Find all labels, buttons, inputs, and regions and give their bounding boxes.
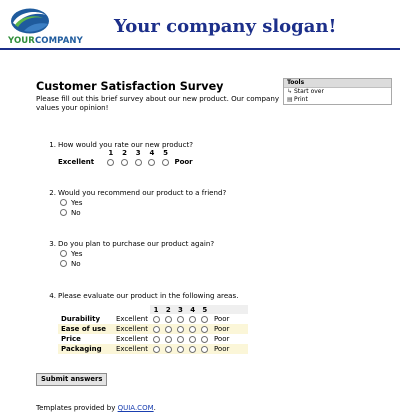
question-number: 1. xyxy=(49,140,56,149)
q4-rating-matrix xyxy=(58,305,248,354)
option-label: Yes xyxy=(71,248,83,258)
footer-prefix: Templates provided by xyxy=(36,404,118,412)
scale-low-label: Excellent xyxy=(116,335,148,343)
logo-text-company: COMPANY xyxy=(34,36,83,46)
question-2 xyxy=(46,188,226,197)
question-text: How would you rate our new product? xyxy=(58,140,194,149)
q1-radio-4[interactable] xyxy=(148,159,155,166)
q1-radio-1[interactable] xyxy=(107,159,114,166)
q1-radio-2[interactable] xyxy=(121,159,128,166)
q2-option-yes[interactable] xyxy=(60,197,82,207)
tools-panel xyxy=(283,78,392,105)
durability-radio-1[interactable] xyxy=(153,316,160,323)
question-number: 2. xyxy=(49,188,56,197)
q3-radio-no[interactable] xyxy=(60,260,67,267)
row-label: Packaging xyxy=(61,345,102,353)
q2-radio-no[interactable] xyxy=(60,209,67,216)
q2-radio-yes[interactable] xyxy=(60,199,67,206)
price-radio-3[interactable] xyxy=(177,336,184,343)
ease-radio-5[interactable] xyxy=(201,326,208,333)
ease-radio-4[interactable] xyxy=(189,326,196,333)
quia-link[interactable]: QUIA.COM xyxy=(117,404,154,412)
page-title: Customer Satisfaction Survey xyxy=(36,80,224,93)
q3-option-yes[interactable] xyxy=(60,248,82,258)
row-label: Durability xyxy=(61,315,101,323)
footer-credit xyxy=(36,404,156,412)
packaging-radio-4[interactable] xyxy=(189,346,196,353)
matrix-row-durability xyxy=(58,314,248,324)
matrix-header xyxy=(58,305,248,314)
scale-low-label: Excellent xyxy=(116,345,148,353)
q2-options xyxy=(60,197,82,217)
scale-number: 2 xyxy=(165,305,171,314)
restart-icon: ↳ xyxy=(287,88,293,95)
price-radio-4[interactable] xyxy=(189,336,196,343)
price-radio-1[interactable] xyxy=(153,336,160,343)
question-text: Do you plan to purchase our product again? xyxy=(58,239,215,248)
scale-number: 3 xyxy=(178,305,183,314)
company-slogan: Your company slogan! xyxy=(114,16,337,37)
price-radio-2[interactable] xyxy=(165,336,172,343)
scale-number: 1 xyxy=(153,305,159,314)
header-divider xyxy=(0,48,400,50)
packaging-radio-5[interactable] xyxy=(201,346,208,353)
question-1 xyxy=(46,140,193,149)
packaging-radio-3[interactable] xyxy=(177,346,184,353)
row-label: Ease of use xyxy=(61,325,107,333)
tools-title: Tools xyxy=(284,79,391,88)
scale-high-label: Poor xyxy=(213,345,230,353)
scale-number: 5 xyxy=(202,305,208,314)
scale-number: 3 xyxy=(135,149,141,157)
company-logo-icon xyxy=(10,6,50,34)
question-4 xyxy=(46,291,238,300)
question-number: 3. xyxy=(49,239,56,248)
print-icon: ▤ xyxy=(287,95,293,103)
durability-radio-4[interactable] xyxy=(189,316,196,323)
scale-low-label: Excellent xyxy=(116,315,148,323)
question-3 xyxy=(46,239,214,248)
durability-radio-3[interactable] xyxy=(177,316,184,323)
question-text: Please evaluate our product in the following areas. xyxy=(58,291,239,300)
durability-radio-5[interactable] xyxy=(201,316,208,323)
option-label: No xyxy=(71,207,81,217)
scale-low-label: Excellent xyxy=(58,158,95,166)
q3-radio-yes[interactable] xyxy=(60,250,67,257)
logo-text-your: YOUR xyxy=(8,36,35,46)
q1-radio-3[interactable] xyxy=(135,159,142,166)
scale-high-label: Poor xyxy=(213,335,230,343)
print-label: Print xyxy=(294,95,308,103)
matrix-row-packaging xyxy=(58,344,248,354)
ease-radio-3[interactable] xyxy=(177,326,184,333)
scale-number: 2 xyxy=(122,149,127,157)
scale-high-label: Poor xyxy=(213,315,230,323)
scale-low-label: Excellent xyxy=(116,325,148,333)
question-text: Would you recommend our product to a friend? xyxy=(58,188,227,197)
q3-options xyxy=(60,248,82,268)
durability-radio-2[interactable] xyxy=(165,316,172,323)
scale-number: 4 xyxy=(149,149,155,157)
q2-option-no[interactable] xyxy=(60,207,82,217)
packaging-radio-1[interactable] xyxy=(153,346,160,353)
option-label: No xyxy=(71,258,81,268)
packaging-radio-2[interactable] xyxy=(165,346,172,353)
scale-high-label: Poor xyxy=(174,158,193,166)
matrix-row-ease-of-use xyxy=(58,324,248,334)
scale-number: 4 xyxy=(190,305,196,314)
footer-suffix: . xyxy=(153,404,156,412)
start-over-link[interactable] xyxy=(284,88,391,96)
page-header xyxy=(0,0,400,50)
option-label: Yes xyxy=(71,197,83,207)
survey-intro: Please fill out this brief survey about our new product. Our company values your opinion! xyxy=(36,94,280,112)
scale-high-label: Poor xyxy=(213,325,230,333)
q3-option-no[interactable] xyxy=(60,258,82,268)
scale-number: 1 xyxy=(108,149,114,157)
question-number: 4. xyxy=(49,291,56,300)
company-logo-text xyxy=(8,36,83,46)
scale-number: 5 xyxy=(163,149,169,157)
print-link[interactable] xyxy=(284,96,391,104)
q1-rating-row xyxy=(58,157,193,167)
ease-radio-2[interactable] xyxy=(165,326,172,333)
q1-radio-5[interactable] xyxy=(162,159,169,166)
row-label: Price xyxy=(61,335,81,343)
start-over-label: Start over xyxy=(294,88,324,95)
ease-radio-1[interactable] xyxy=(153,326,160,333)
q1-scale-header xyxy=(104,149,172,157)
price-radio-5[interactable] xyxy=(201,336,208,343)
matrix-row-price xyxy=(58,334,248,344)
submit-answers-button[interactable]: Submit answers xyxy=(36,373,107,386)
